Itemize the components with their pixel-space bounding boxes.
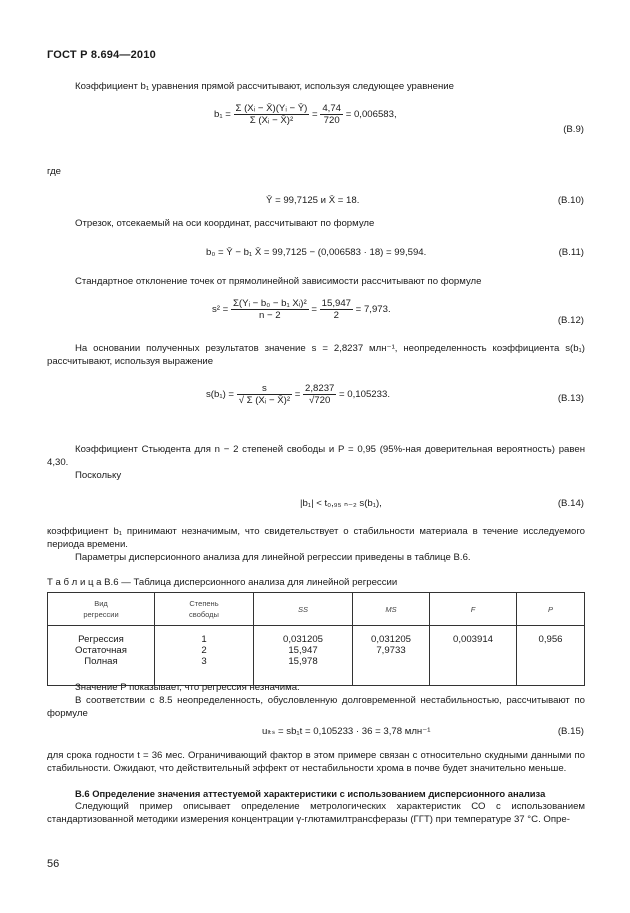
equation-b11: b₀ = Ȳ − b₁ X̄ = 99,7125 − (0,006583 · 18) = 99,594.: [206, 247, 427, 258]
table-header-row: [48, 593, 585, 626]
paragraph-since: Поскольку: [75, 470, 122, 481]
paragraph-insignificant: коэффициент b₁ принимают незначимым, что свидетельствует о стабильности материала в течение исследуемого периода времени.: [47, 526, 585, 550]
cell-ss: 0,031205 15,947 15,978: [254, 626, 353, 686]
eq-b13-frac-den: √720: [309, 395, 331, 406]
eq-b12-lhs: s² =: [212, 304, 229, 316]
th-ss: SS: [254, 593, 353, 626]
eq-b12-frac-den: 2: [333, 310, 339, 321]
cell-regression-types: Регрессия Остаточная Полная: [48, 626, 155, 686]
cell-degrees: 1 2 3: [155, 626, 254, 686]
eq-b13-rhs: = 0,105233.: [339, 389, 390, 401]
eq-b13-num: s: [237, 383, 292, 395]
table-row: [48, 626, 585, 686]
anova-table: [47, 592, 585, 686]
th-f: F: [430, 593, 517, 626]
paragraph-std-deviation: Стандартное отклонение точек от прямолинейной зависимости рассчитывают по формуле: [75, 276, 482, 287]
th-degrees-of-freedom: Степень свободы: [155, 593, 254, 626]
eq-b9-frac-den: 720: [323, 115, 340, 126]
equation-b10: Ȳ = 99,7125 и X̄ = 18.: [266, 195, 360, 206]
eq-b9-num: Σ (Xᵢ − X̄)(Yᵢ − Ȳ): [235, 103, 308, 114]
eq-b9-den: Σ (Xᵢ − X̄)²: [249, 115, 294, 126]
eq-b13-lhs: s(b₁) =: [206, 389, 235, 401]
document-header: ГОСТ Р 8.694—2010: [47, 49, 156, 61]
section-title-b6: В.6 Определение значения аттестуемой характеристики с использованием дисперсионного анализа: [75, 788, 546, 799]
equation-b15: uₗₜₛ = sb₁t = 0,105233 · 36 = 3,78 млн⁻¹: [262, 726, 431, 737]
paragraph-student: Коэффициент Стьюдента для n − 2 степеней свободы и P = 0,95 (95%-ная доверительная вероятность) равен 4,30.: [47, 444, 585, 468]
eq-b12-den: n − 2: [259, 310, 281, 321]
eq-b9-lhs: b₁ =: [214, 109, 231, 121]
paragraph-params: Параметры дисперсионного анализа для линейной регрессии приведены в таблице В.6.: [75, 552, 471, 563]
table-caption: Т а б л и ц а В.6 — Таблица дисперсионного анализа для линейной регрессии: [47, 577, 398, 588]
equation-number-b9: (B.9): [563, 124, 584, 135]
paragraph-results: На основании полученных результатов значение s = 2,8237 млн⁻¹, неопределенность коэффициента s(b₁) рассчитывают, используя выражение: [47, 343, 585, 367]
equation-number-b12: (B.12): [557, 315, 584, 326]
th-ms: MS: [353, 593, 430, 626]
equation-b9: b₁ = $\frac{\text{Σ (Xᵢ − X̄)(Yᵢ − Ȳ)}}{\text{Σ (Xᵢ − X̄)²}}$ = $\frac{4,74}{720}$ = 0,006583,: [214, 103, 397, 126]
eq-b12-rhs: = 7,973.: [355, 304, 391, 316]
equation-b14: |b₁| < t₀,₉₅ ₙ₋₂ s(b₁),: [300, 498, 382, 509]
paragraph-long-term: В соответствии с 8.5 неопределенность, обусловленную долговременной нестабильностью, рассчитывают по формуле: [47, 695, 585, 719]
eq-b12-frac-num: 15,947: [321, 298, 351, 309]
paragraph-p-value: Значение P показывает, что регрессия незначима.: [75, 682, 300, 693]
eq-b12-num: Σ(Yᵢ − b₀ − b₁ Xᵢ)²: [232, 298, 307, 309]
eq-b13-den: √ Σ (Xᵢ − X̄)²: [238, 395, 291, 406]
paragraph-intercept: Отрезок, отсекаемый на оси координат, рассчитывают по формуле: [75, 218, 375, 229]
equation-number-b10: (B.10): [557, 195, 584, 206]
th-regression-type: Вид регрессии: [48, 593, 155, 626]
eq-b9-rhs: = 0,006583,: [345, 109, 397, 121]
equation-b13: s(b₁) = $\frac{s}{\text{√ Σ (Xᵢ − X̄)²}}$ = $\frac{2,8237}{√720}$ = 0,105233.: [206, 383, 390, 406]
th-p: P: [517, 593, 585, 626]
where-word: где: [47, 166, 62, 177]
equation-number-b11: (B.11): [558, 247, 584, 258]
eq-b13-frac-num: 2,8237: [305, 383, 335, 394]
equation-number-b14: (B.14): [557, 498, 584, 509]
eq-b9-frac-num: 4,74: [322, 103, 342, 114]
equation-number-b13: (B.13): [557, 393, 584, 404]
paragraph-b1-intro: Коэффициент b₁ уравнения прямой рассчитывают, используя следующее уравнение: [75, 81, 454, 92]
paragraph-shelf-life: для срока годности t = 36 мес. Ограничивающий фактор в этом примере связан с относительно скудными данными по стабильности. Ожидают, что действительный эффект от нестабильности хрома в почве будет значительно меньше.: [47, 750, 585, 774]
cell-ms: 0,031205 7,9733: [353, 626, 430, 686]
page-number: 56: [47, 858, 60, 870]
cell-f: 0,003914: [430, 626, 517, 686]
paragraph-example: Следующий пример описывает определение метрологических характеристик СО с использованием стандартизованной методики измерения концентрации γ-глютамилтрансферазы (ГГТ) при температуре 37 °С. Опре-: [47, 801, 585, 825]
cell-p: 0,956: [517, 626, 585, 686]
equation-b12: s² = $\frac{\text{Σ(Yᵢ − b₀ − b₁ Xᵢ)²}}{n - 2}$ = $\frac{15,947}{2}$ = 7,973.: [212, 298, 391, 321]
equation-number-b15: (B.15): [557, 726, 584, 737]
